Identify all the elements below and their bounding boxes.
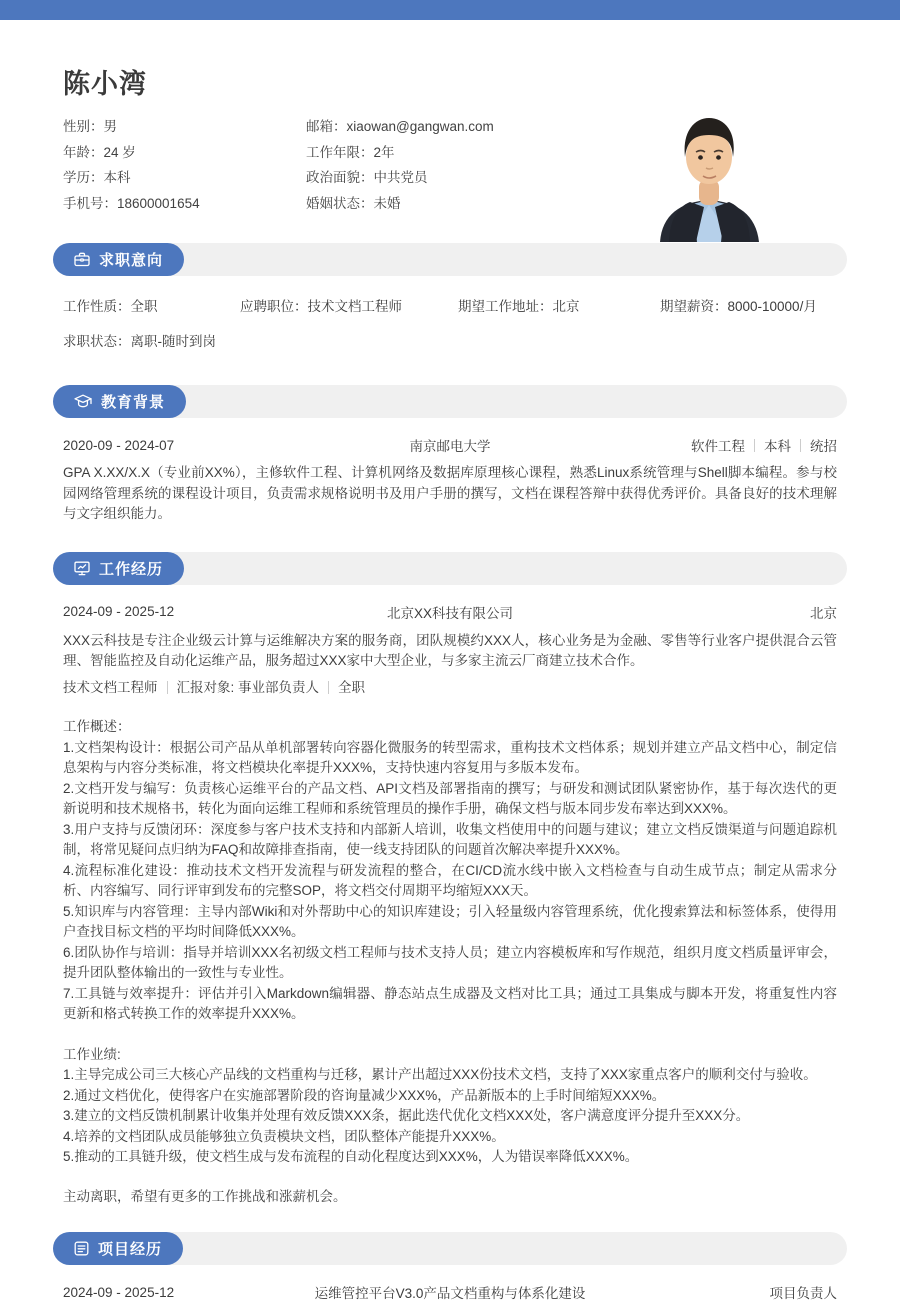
work-achievement-item: 1.主导完成公司三大核心产品线的文档重构与迁移，累计产出超过XXX份技术文档，支持了XXX家重点客户的顺利交付与验收。	[63, 1067, 817, 1082]
work-achievement-item: 3.建立的文档反馈机制累计收集并处理有效反馈XXX条，据此迭代优化文档XXX处，客户满意度评分提升至XXX分。	[63, 1108, 750, 1123]
work-summary-item: 3.用户支持与反馈闭环：深度参与客户技术支持和内部新人培训，收集文档使用中的问题与建议；建立文档反馈渠道与问题追踪机制，将常见疑问点归纳为FAQ和故障排查指南，使一线支持团队的问题首次解决率提升XXX%。	[63, 821, 837, 857]
work-summary-item: 5.知识库与内容管理：主导内部Wiki和对外帮助中心的知识库建设；引入轻量级内容管理系统，优化搜索算法和标签体系，使得用户查找目标文档的平均时间降低XXX%。	[63, 903, 837, 939]
work-role: 技术文档工程师	[63, 679, 158, 695]
work-summary-item: 1.文档架构设计：根据公司产品从单机部署转向容器化微服务的转型需求，重构技术文档体系；规划并建立产品文档中心，制定信息架构与内容分类标准，将文档模块化率提升XXX%，支持快速内容复用与多版本发布。	[63, 739, 837, 775]
section-job-intent-bar	[53, 243, 847, 276]
section-title-text: 工作经历	[99, 560, 164, 578]
monitor-icon	[74, 561, 90, 576]
resume-page	[0, 62, 900, 1302]
education-degree: 本科	[764, 439, 791, 454]
section-project-bar	[53, 1232, 847, 1265]
company-intro: XXX云科技是专注企业级云计算与运维解决方案的服务商，团队规模约XXX人，核心业务是为金融、零售等行业客户提供混合云管理、智能监控及自动化运维产品，服务超过XXX家中大型企业，与多家主流云厂商建立技术合作。	[63, 632, 837, 668]
work-achievement-block	[53, 1045, 847, 1168]
education-school: 南京邮电大学	[409, 439, 491, 454]
field-value: 未婚	[373, 195, 401, 211]
section-project-title	[53, 1232, 183, 1265]
portrait-illustration	[652, 105, 767, 242]
section-education-bar	[53, 385, 847, 418]
profile-field-phone	[63, 191, 306, 217]
work-role-line	[53, 678, 847, 699]
work-period: 2024-09 - 2025-12	[63, 604, 175, 619]
intent-field-job-nature	[63, 297, 240, 317]
work-achievement-item: 2.通过文档优化，使得客户在实施部署阶段的咨询量减少XXX%，产品新版本的上手时间缩短XXX%。	[63, 1087, 666, 1103]
field-value: 中共党员	[373, 170, 428, 185]
project-role: 项目负责人	[769, 1286, 837, 1301]
candidate-name: 陈小湾	[63, 69, 147, 99]
section-work-title	[53, 552, 184, 585]
field-value: 北京	[552, 299, 580, 314]
work-summary-item: 2.文档开发与编写：负责核心运维平台的产品文档、API文档及部署指南的撰写；与研发和测试团队紧密协作，基于每次迭代的更新说明和技术规格书，转化为面向运维工程师和系统管理员的操作手册，确保文档与版本同步发布率达到XXX%。	[63, 780, 837, 816]
profile-field-gender	[63, 114, 306, 140]
education-enrollment: 统招	[810, 439, 837, 454]
field-label: 求职状态：	[63, 334, 131, 349]
education-major: 软件工程	[691, 439, 745, 454]
work-summary-item: 7.工具链与效率提升：评估并引入Markdown编辑器、静态站点生成器及文档对比工具；通过工具集成与脚本开发，将重复性内容更新和格式转换工作的效率提升XXX%。	[63, 985, 837, 1021]
field-label: 婚姻状态：	[306, 195, 374, 211]
intent-field-salary	[660, 297, 837, 317]
project-entry-header	[53, 1282, 847, 1302]
section-title-text: 求职意向	[99, 252, 164, 269]
work-summary-heading: 工作概述：	[63, 719, 131, 734]
section-work-bar	[53, 552, 847, 585]
profile-field-age	[63, 140, 306, 166]
intent-field-location	[458, 297, 660, 317]
field-label: 期望工作地址：	[458, 299, 553, 314]
project-period: 2024-09 - 2025-12	[63, 1284, 175, 1300]
work-achievement-heading: 工作业绩:	[63, 1046, 121, 1062]
field-label: 年龄：	[63, 144, 104, 160]
field-label: 应聘职位：	[240, 299, 308, 314]
field-label: 手机号：	[63, 195, 117, 211]
section-education-title	[53, 385, 186, 418]
field-value: 本科	[103, 170, 131, 185]
field-value: xiaowan@gangwan.com	[346, 119, 494, 134]
field-label: 学历：	[63, 170, 104, 185]
work-summary-item: 6.团队协作与培训：指导并培训XXX名初级文档工程师与技术支持人员；建立内容模板库和写作规范，组织月度文档质量评审会，提升团队整体输出的一致性与专业性。	[63, 944, 837, 980]
work-location: 北京	[810, 605, 837, 621]
intent-field-position	[240, 297, 458, 317]
field-label: 期望薪资：	[660, 299, 728, 314]
field-value: 离职-随时到岗	[130, 334, 216, 349]
work-achievement-item: 4.培养的文档团队成员能够独立负责模块文档，团队整体产能提升XXX%。	[63, 1128, 505, 1144]
work-summary-block	[53, 717, 847, 1025]
profile-info-right	[306, 114, 494, 216]
graduation-cap-icon	[74, 394, 92, 409]
work-summary-item: 4.流程标准化建设：推动技术文档开发流程与研发流程的整合，在CI/CD流水线中嵌入文档检查与自动生成节点；制定从需求分析、内容编写、同行评审到发布的完整SOP，将文档交付周期平均缩短XXX天。	[63, 862, 837, 898]
work-company: 北京XX科技有限公司	[386, 605, 513, 621]
leave-reason: 主动离职，希望有更多的工作挑战和涨薪机会。	[63, 1188, 347, 1204]
education-description: GPA X.XX/X.X（专业前XX%），主修软件工程、计算机网络及数据库原理核心课程，熟悉Linux系统管理与Shell脚本编程。参与校园网络管理系统的课程设计项目，负责需求规格说明书及用户手册的撰写，文档在课程答辩中获得优秀评价。具备良好的技术理解与文字组织能力。	[63, 465, 837, 521]
education-period: 2020-09 - 2024-07	[63, 437, 175, 453]
field-label: 工作性质：	[63, 299, 131, 314]
field-label: 邮箱：	[306, 119, 347, 134]
section-job-intent-title	[53, 243, 184, 276]
briefcase-icon	[74, 252, 90, 267]
section-title-text: 项目经历	[98, 1241, 163, 1258]
field-value: 18600001654	[117, 195, 200, 211]
profile-field-marital-status	[306, 191, 494, 217]
project-name: 运维管控平台V3.0产品文档重构与体系化建设	[314, 1286, 586, 1301]
section-title-text: 教育背景	[101, 394, 166, 411]
divider	[754, 439, 755, 452]
education-details	[691, 435, 837, 455]
profile-info-left	[63, 114, 306, 216]
work-achievement-item: 5.推动的工具链升级，使文档生成与发布流程的自动化程度达到XXX%，人为错误率降低XXX%。	[63, 1149, 639, 1164]
top-accent-bar	[0, 0, 900, 20]
work-entry-header	[53, 602, 847, 622]
field-value: 男	[103, 119, 117, 134]
profile-field-education	[63, 165, 306, 191]
work-report-to: 汇报对象: 事业部负责人	[176, 679, 320, 695]
field-label: 政治面貌：	[306, 170, 374, 185]
field-value: 全职	[130, 299, 158, 314]
field-value: 24 岁	[103, 144, 136, 160]
job-intent-row1	[53, 297, 847, 317]
field-value: 8000-10000/月	[727, 299, 817, 314]
job-intent-row2	[53, 332, 847, 352]
profile-field-political-status	[306, 165, 494, 191]
id-photo	[652, 105, 767, 242]
field-value: 2年	[373, 144, 395, 160]
profile-field-work-years	[306, 140, 494, 166]
divider	[800, 439, 801, 452]
divider	[167, 681, 168, 694]
field-label: 性别：	[63, 119, 104, 134]
document-list-icon	[74, 1241, 89, 1256]
work-job-type: 全职	[338, 679, 366, 695]
field-label: 工作年限：	[306, 144, 374, 160]
divider	[328, 681, 329, 694]
profile-field-email	[306, 114, 494, 140]
education-entry-header	[53, 435, 847, 455]
field-value: 技术文档工程师	[307, 299, 402, 314]
